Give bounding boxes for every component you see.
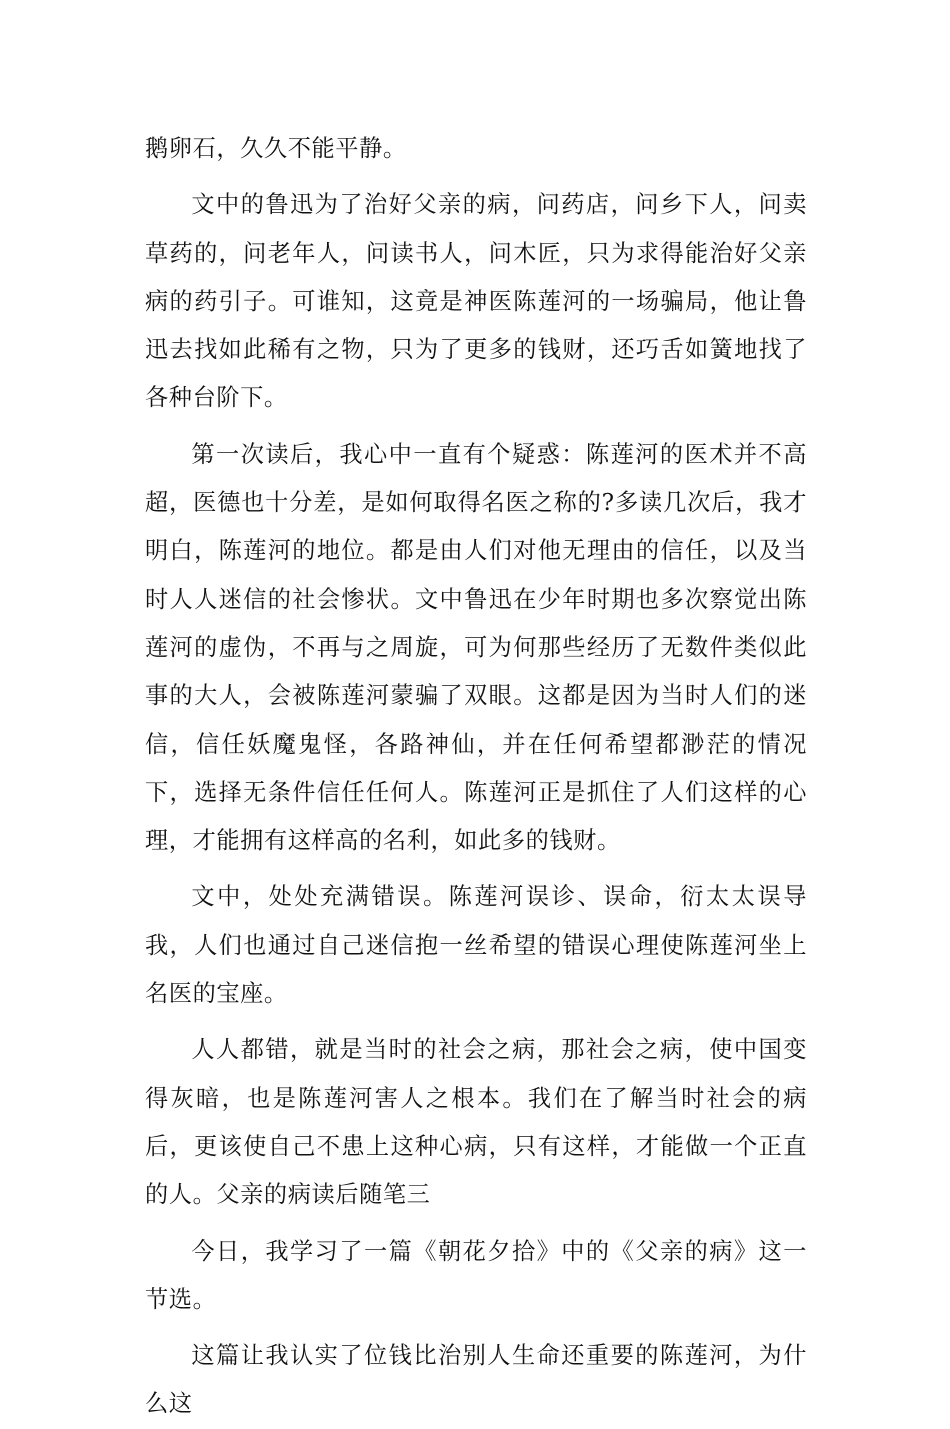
paragraph-6: 今日，我学习了一篇《朝花夕拾》中的《父亲的病》这一节选。: [145, 1237, 807, 1313]
paragraph-7: 这篇让我认实了位钱比治别人生命还重要的陈莲河，为什么这: [145, 1342, 807, 1418]
paragraph-1: 鹅卵石，久久不能平静。: [145, 135, 407, 162]
paragraph-2: 文中的鲁迅为了治好父亲的病，问药店，问乡下人，问卖草药的，问老年人，问读书人，问木匠，只为求得能治好父亲病的药引子。可谁知，这竟是神医陈莲河的一场骗局，他让鲁迅去找如此稀有之物，只为了更多的钱财，还巧舌如簧地找了各种台阶下。: [145, 191, 807, 412]
paragraph-4: 文中，处处充满错误。陈莲河误诊、误命，衍太太误导我，人们也通过自己迷信抱一丝希望的错误心理使陈莲河坐上名医的宝座。: [145, 883, 807, 1008]
document-body: [145, 125, 807, 1429]
paragraph-5: 人人都错，就是当时的社会之病，那社会之病，使中国变得灰暗，也是陈莲河害人之根本。我们在了解当时社会的病后，更该使自己不患上这种心病，只有这样，才能做一个正直的人。父亲的病读后随笔三: [145, 1036, 807, 1209]
paragraph-3: 第一次读后，我心中一直有个疑惑：陈莲河的医术并不高超，医德也十分差，是如何取得名医之称的?多读几次后，我才明白，陈莲河的地位。都是由人们对他无理由的信任，以及当时人人迷信的社会惨状。文中鲁迅在少年时期也多次察觉出陈莲河的虚伪，不再与之周旋，可为何那些经历了无数件类似此事的大人，会被陈莲河蒙骗了双眼。这都是因为当时人们的迷信，信任妖魔鬼怪，各路神仙，并在任何希望都渺茫的情况下，选择无条件信任任何人。陈莲河正是抓住了人们这样的心理，才能拥有这样高的名利，如此多的钱财。: [145, 440, 807, 855]
